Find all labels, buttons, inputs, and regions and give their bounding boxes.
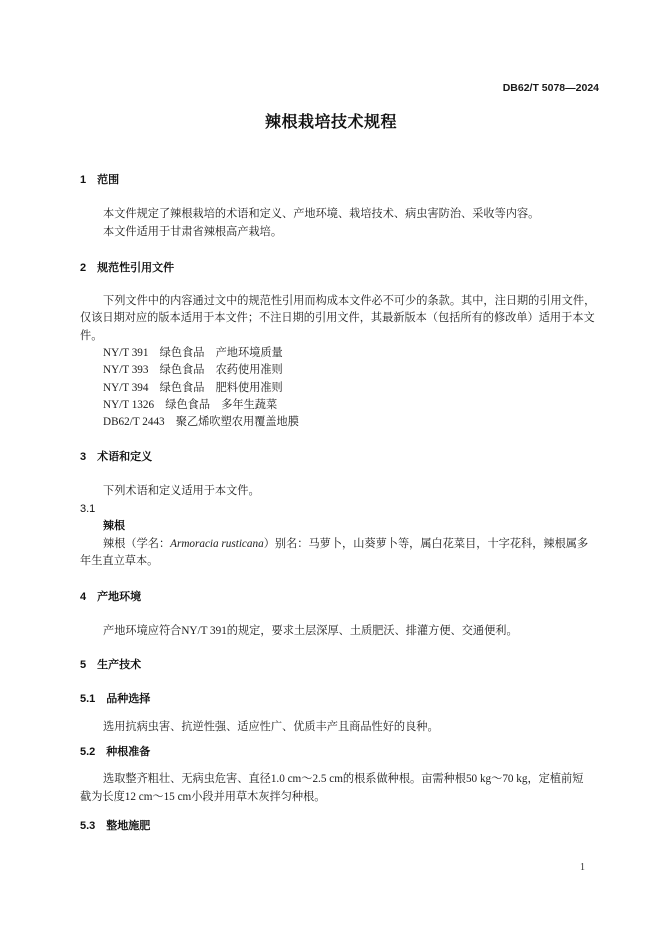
section-number: 3 [80,451,87,463]
reference-title: 绿色食品 多年生蔬菜 [165,399,278,411]
scientific-name: Armoracia rusticana [170,538,264,550]
paragraph-line: 仅该日期对应的版本适用于本文件；不注日期的引用文件，其最新版本（包括所有的修改单）适用于本文 [80,312,595,324]
reference-title: 聚乙烯吹塑农用覆盖地膜 [175,416,299,428]
subsection-number: 5.1 [80,693,96,705]
reference-item [103,414,299,430]
paragraph-line: 下列术语和定义适用于本文件。 [103,485,260,497]
subsection-number: 5.2 [80,746,96,758]
subsection-title: 品种选择 [106,693,151,705]
subsection-heading-variety [80,691,150,707]
section-title: 规范性引用文件 [97,262,175,274]
reference-code: NY/T 1326 [103,399,155,411]
document-title: 辣根栽培技术规程 [264,114,397,131]
definition-prefix: 辣根（学名： [103,538,171,550]
section-heading-normative-references [80,260,174,276]
section-number: 1 [80,174,87,186]
section-title: 生产技术 [97,659,142,671]
reference-code: NY/T 391 [103,347,149,359]
section-title: 术语和定义 [97,451,153,463]
reference-item [103,397,277,413]
paragraph-line: 选取整齐粗壮、无病虫危害、直径1.0 cm～2.5 cm的根系做种根。亩需种根50 kg～70 kg，定植前短 [103,773,584,785]
definition-suffix: ）别名：马萝卜，山葵萝卜等，属白花菜目，十字花科，辣根属多 [263,538,589,550]
section-heading-environment [80,589,141,605]
section-number: 2 [80,262,87,274]
reference-item [103,345,283,361]
paragraph-line: 本文件规定了辣根栽培的术语和定义、产地环境、栽培技术、病虫害防治、采收等内容。 [103,208,540,220]
paragraph-line: 选用抗病虫害、抗逆性强、适应性广、优质丰产且商品性好的良种。 [103,721,439,733]
page-number: 1 [580,862,585,873]
section-number: 4 [80,591,87,603]
definition-line: 年生直立草本。 [80,555,159,567]
subsection-heading-seed-root [80,744,150,760]
reference-title: 绿色食品 农药使用准则 [159,364,283,376]
reference-code: DB62/T 2443 [103,416,165,428]
paragraph-line: 件。 [80,330,103,342]
reference-title: 绿色食品 肥料使用准则 [159,382,283,394]
section-heading-scope [80,172,119,188]
reference-item [103,380,283,396]
reference-code: NY/T 393 [103,364,149,376]
paragraph-line: 本文件适用于甘肃省辣根高产栽培。 [103,226,283,238]
reference-title: 绿色食品 产地环境质量 [159,347,283,359]
subsection-title: 种根准备 [106,746,151,758]
section-title: 范围 [97,174,120,186]
term-name: 辣根 [103,520,125,532]
paragraph-line: 产地环境应符合NY/T 391的规定，要求土层深厚、土质肥沃、排灌方便、交通便利。 [103,625,518,637]
reference-item [103,362,283,378]
section-heading-production [80,657,141,673]
paragraph-line: 截为长度12 cm～15 cm小段并用草木灰拌匀种根。 [80,791,326,803]
subsection-heading-soil-fertilization [80,818,150,834]
section-number: 5 [80,659,87,671]
definition-line [103,536,588,552]
subsection-number: 5.3 [80,820,96,832]
reference-code: NY/T 394 [103,382,149,394]
section-heading-terms [80,449,152,465]
term-number: 3.1 [80,503,96,515]
section-title: 产地环境 [97,591,142,603]
document-code: DB62/T 5078—2024 [502,82,599,94]
subsection-title: 整地施肥 [106,820,151,832]
paragraph-line: 下列文件中的内容通过文中的规范性引用而构成本文件必不可少的条款。其中，注日期的引用文件， [103,295,596,307]
